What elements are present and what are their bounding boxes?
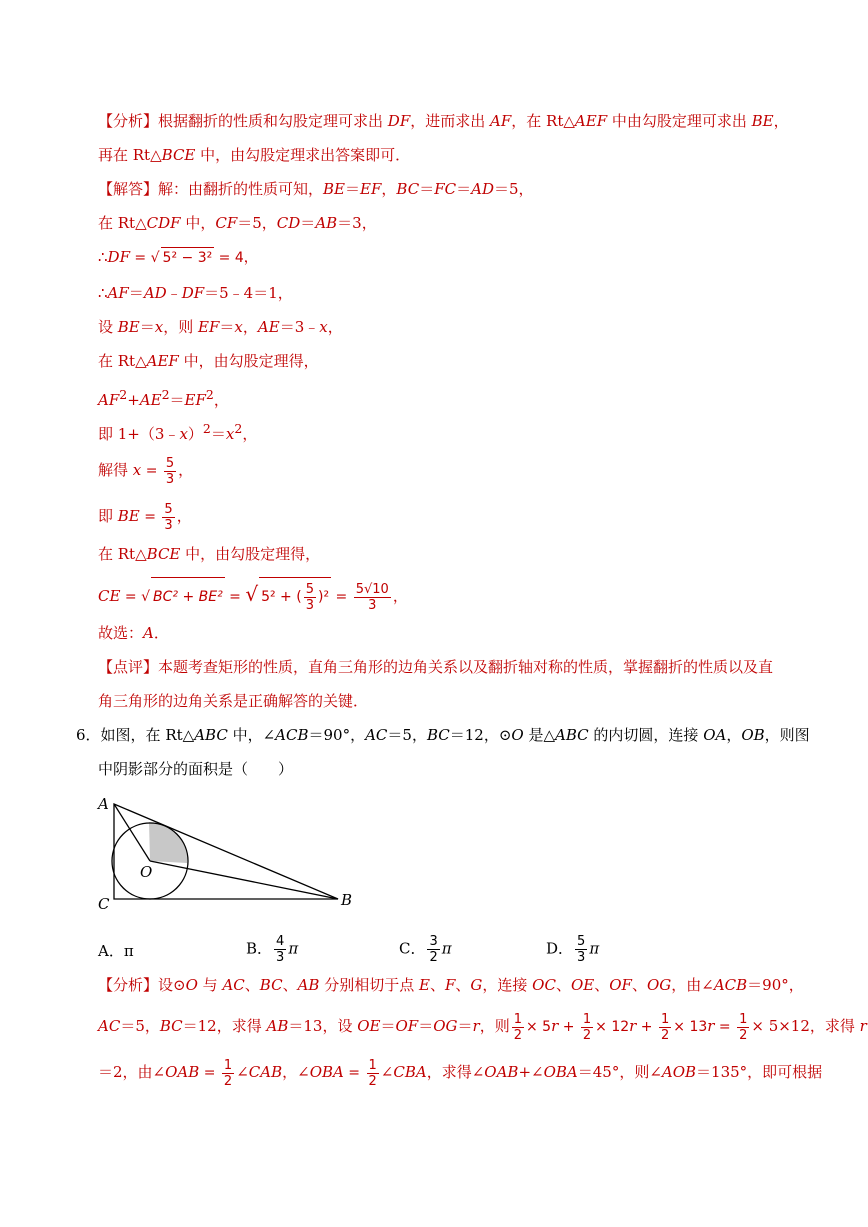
- numerator: 4: [276, 934, 285, 949]
- var: AE: [257, 318, 280, 336]
- text: 角三角形的边角关系是正确解答的关键．: [98, 692, 369, 710]
- var: DF: [107, 248, 130, 266]
- var: ABC: [555, 726, 589, 744]
- label-c: C: [98, 895, 110, 913]
- var: OB: [741, 726, 765, 744]
- text: ，: [178, 461, 194, 479]
- text: 解得: [98, 461, 133, 479]
- text: 中，由勾股定理求出答案即可．: [195, 146, 411, 164]
- var: AB: [297, 976, 320, 994]
- var: AC: [222, 976, 245, 994]
- solution-line-7: [98, 385, 229, 410]
- text: 分别相切于点: [319, 976, 419, 994]
- choice-d[interactable]: [546, 934, 599, 965]
- exponent: 2: [234, 421, 243, 436]
- text: =: [139, 509, 161, 525]
- text: 5² + (: [261, 589, 302, 605]
- text: ＝: [219, 318, 235, 336]
- text: ﹣: [166, 284, 182, 302]
- text: ＝13，设: [288, 1017, 358, 1035]
- var: x: [234, 318, 243, 336]
- var: CE: [98, 587, 121, 605]
- text: × 12: [595, 1019, 630, 1035]
- fraction: [512, 1012, 524, 1043]
- var: OC: [532, 976, 556, 994]
- denominator: 2: [739, 1027, 748, 1043]
- text: 故选：: [98, 624, 144, 642]
- var: CF: [215, 214, 238, 232]
- text: ，∠: [282, 1063, 310, 1081]
- denominator: 2: [368, 1073, 377, 1089]
- text: ，求得∠: [426, 1063, 485, 1081]
- var: x: [225, 425, 235, 443]
- text: ∴: [98, 284, 108, 302]
- text: =: [343, 1065, 365, 1081]
- text: 解：由翻折的性质可知，: [158, 180, 324, 198]
- fraction: [222, 1058, 234, 1089]
- fraction: [164, 456, 176, 487]
- numerator: 1: [660, 1011, 670, 1027]
- text: ＝: [210, 425, 226, 443]
- var: AF: [490, 112, 512, 130]
- text: 、: [555, 976, 571, 994]
- numerator: 1: [739, 1011, 748, 1027]
- text: ＝45°，则∠: [577, 1063, 662, 1081]
- var: x: [154, 318, 164, 336]
- text: ＝: [457, 1017, 473, 1035]
- choice-letter: C．: [399, 939, 426, 958]
- text: 本题考查矩形的性质，直角三角形的边角关系以及翻折轴对称的性质，掌握翻折的性质以及直: [158, 658, 774, 676]
- var: O: [185, 976, 198, 994]
- text: ＝135°，即可根据: [696, 1063, 823, 1081]
- text: =: [120, 589, 142, 605]
- text: ＝: [456, 180, 472, 198]
- fraction: [427, 934, 439, 965]
- solution-line-1: [98, 179, 534, 199]
- sqrt-symbol: √: [141, 589, 150, 605]
- choice-b[interactable]: [246, 934, 298, 965]
- var: AEF: [574, 112, 608, 130]
- text: =: [141, 463, 162, 479]
- text: 中，由勾股定理得，: [180, 545, 321, 563]
- text: 、: [244, 976, 260, 994]
- text: ＝: [345, 180, 361, 198]
- var: r: [629, 1017, 637, 1035]
- var: EF: [198, 318, 220, 336]
- var: E: [418, 976, 430, 994]
- text: +∠: [518, 1063, 544, 1081]
- var: CD: [276, 214, 301, 232]
- solution-line-9: [98, 453, 193, 488]
- choice-text: π: [441, 939, 452, 958]
- solution-line-11: [98, 544, 320, 564]
- text: × 5×12，求得: [751, 1017, 860, 1035]
- choice-letter: B．: [246, 939, 273, 958]
- text: × 13: [673, 1019, 708, 1035]
- text: )²: [317, 589, 330, 605]
- var: CDF: [146, 214, 181, 232]
- text: 、: [455, 976, 471, 994]
- var: BE: [323, 180, 346, 198]
- text: 在 Rt△: [98, 545, 147, 563]
- var: BCE: [161, 146, 196, 164]
- text: ，则: [163, 318, 199, 336]
- denominator: 3: [577, 950, 586, 965]
- var: AC: [98, 1017, 121, 1035]
- var: OAB: [165, 1063, 200, 1081]
- numerator: 1: [368, 1057, 377, 1073]
- numerator: 5: [577, 934, 586, 949]
- text: 中，: [180, 214, 216, 232]
- var: x: [319, 318, 328, 336]
- text: ，: [176, 507, 192, 525]
- var: OG: [646, 976, 672, 994]
- var: DF: [181, 284, 205, 302]
- text: ＝12，⊙: [449, 726, 512, 744]
- var: r: [472, 1017, 480, 1035]
- solution-line-6: [98, 351, 319, 371]
- label-o: O: [140, 863, 153, 881]
- fraction: [737, 1012, 749, 1043]
- exponent: 2: [161, 387, 170, 402]
- var: BE: [117, 318, 140, 336]
- text: ，则: [479, 1017, 510, 1035]
- analysis2-line-3: [98, 1056, 822, 1089]
- choice-text: π: [589, 939, 600, 958]
- var: AD: [143, 284, 167, 302]
- analysis-tag: 【分析】: [98, 112, 159, 130]
- comment-tag: 【点评】: [98, 658, 159, 676]
- var: OE: [570, 976, 595, 994]
- label-a: A: [98, 795, 109, 813]
- var: OE: [357, 1017, 381, 1035]
- choice-text: π: [288, 939, 299, 958]
- text: 即 1+（3﹣: [98, 425, 180, 443]
- text: 中，∠: [227, 726, 276, 744]
- fraction: [162, 502, 174, 533]
- var: CAB: [248, 1063, 283, 1081]
- var: FC: [434, 180, 457, 198]
- var: CBA: [393, 1063, 427, 1081]
- comment-line-1: [98, 657, 773, 677]
- var: EF: [360, 180, 382, 198]
- analysis-line-1: [98, 111, 789, 131]
- fraction: [659, 1012, 671, 1043]
- numerator: 1: [582, 1011, 592, 1027]
- fraction: [274, 934, 286, 965]
- text: ，: [773, 112, 789, 130]
- solution-line-3: [98, 247, 258, 268]
- sqrt-symbol: √: [150, 250, 160, 266]
- fraction: [581, 1012, 593, 1043]
- text: ，: [381, 180, 397, 198]
- text: ＝3﹣: [279, 318, 320, 336]
- text: ，: [327, 318, 343, 336]
- text: ，连接: [482, 976, 533, 994]
- var: BE: [751, 112, 774, 130]
- incircle-figure: [95, 795, 365, 915]
- text: ＝: [139, 318, 155, 336]
- var: r: [707, 1017, 715, 1035]
- exponent: 2: [202, 421, 211, 436]
- text: ，进而求出: [410, 112, 491, 130]
- var: AB: [266, 1017, 289, 1035]
- text: ＝: [419, 180, 435, 198]
- var: OBA: [309, 1063, 344, 1081]
- text: = 4，: [214, 250, 258, 266]
- label-b: B: [341, 891, 353, 909]
- choice-letter: D．: [546, 939, 574, 958]
- var: OF: [395, 1017, 419, 1035]
- var: OBA: [543, 1063, 578, 1081]
- var: AEF: [146, 352, 179, 370]
- text: ＝: [128, 284, 144, 302]
- text: =: [714, 1019, 736, 1035]
- text: 与: [197, 976, 223, 994]
- var: O: [511, 726, 524, 744]
- var: OA: [703, 726, 727, 744]
- analysis-line-2: [98, 145, 410, 165]
- solution-tag: 【解答】: [98, 180, 159, 198]
- choice-c[interactable]: [399, 934, 452, 965]
- var: AE: [139, 391, 162, 409]
- text: ＝: [300, 214, 316, 232]
- text: =: [199, 1065, 220, 1081]
- var: BC: [396, 180, 420, 198]
- text: 中由勾股定理可求出: [607, 112, 752, 130]
- text: ）: [187, 425, 203, 443]
- var: OF: [609, 976, 632, 994]
- denominator: 3: [164, 517, 173, 533]
- solution-line-12: [98, 575, 408, 616]
- text: ．: [153, 624, 169, 642]
- solution-line-4: [98, 283, 293, 303]
- denominator: 2: [660, 1027, 670, 1043]
- text: ＝2，由∠: [98, 1063, 166, 1081]
- solution-line-10: [98, 499, 192, 534]
- sqrt-symbol: √: [245, 582, 259, 606]
- var: ACB: [713, 976, 748, 994]
- text: ＝90°，: [308, 726, 366, 744]
- text: ，则图: [764, 726, 810, 744]
- radicand-group: [259, 577, 331, 616]
- radicand: 5² − 3²: [161, 247, 215, 268]
- numerator: 1: [513, 1011, 522, 1027]
- text: ∴: [98, 248, 108, 266]
- text: 是△: [523, 726, 556, 744]
- text: ∠: [380, 1063, 394, 1081]
- denominator: 2: [429, 950, 438, 965]
- text: =: [224, 589, 246, 605]
- text: 中，由勾股定理得，: [178, 352, 319, 370]
- segment-oa: [114, 804, 150, 861]
- denominator: 3: [165, 471, 175, 487]
- text: 设⊙: [158, 976, 186, 994]
- text: 如图，在 Rt△: [100, 726, 195, 744]
- text: ＝: [380, 1017, 396, 1035]
- text: 设: [98, 318, 118, 336]
- var: r: [551, 1017, 559, 1035]
- var: ACB: [275, 726, 309, 744]
- var: DF: [387, 112, 411, 130]
- text: ∠: [236, 1063, 249, 1081]
- var: BE: [117, 507, 140, 525]
- text: 、: [594, 976, 610, 994]
- choice-text: π: [123, 942, 134, 960]
- solution-line-5: [98, 317, 343, 337]
- var: OAB: [484, 1063, 519, 1081]
- exponent: 2: [205, 387, 214, 402]
- text: =: [331, 589, 352, 605]
- denominator: 3: [368, 597, 377, 613]
- exponent: 2: [119, 387, 128, 402]
- text: ，: [242, 425, 258, 443]
- denominator: 2: [223, 1073, 233, 1089]
- var: ABC: [194, 726, 228, 744]
- var: AC: [365, 726, 388, 744]
- analysis-tag: 【分析】: [98, 976, 159, 994]
- text: +: [558, 1019, 579, 1035]
- solution-line-8: [98, 419, 257, 444]
- text: +: [636, 1019, 657, 1035]
- question-number: 6．: [76, 726, 101, 744]
- text: ＝5﹣4＝1，: [204, 284, 293, 302]
- question-6-line-2: [98, 759, 293, 779]
- fraction: [304, 582, 316, 613]
- text: 即: [98, 507, 118, 525]
- text: ，由∠: [671, 976, 714, 994]
- text: ＝90°，: [747, 976, 804, 994]
- var: BC: [159, 1017, 183, 1035]
- text: ＝12，求得: [182, 1017, 267, 1035]
- fraction: [575, 934, 587, 965]
- fraction: [367, 1058, 379, 1089]
- analysis2-line-2: [98, 1010, 867, 1043]
- var: AB: [315, 214, 338, 232]
- numerator: 5: [305, 581, 314, 597]
- segment-ob: [150, 861, 338, 899]
- var: AF: [107, 284, 129, 302]
- numerator: 3: [429, 934, 438, 949]
- denominator: 3: [305, 597, 314, 613]
- var: G: [470, 976, 483, 994]
- text: 根据翻折的性质和勾股定理可求出: [158, 112, 388, 130]
- text: 在 Rt△: [98, 214, 147, 232]
- text: ＝: [418, 1017, 434, 1035]
- text: 再在 Rt△: [98, 146, 162, 164]
- numerator: 1: [223, 1057, 233, 1073]
- text: ，: [392, 587, 408, 605]
- text: ＝: [169, 391, 185, 409]
- text: × 5: [525, 1019, 552, 1035]
- var: AD: [471, 180, 494, 198]
- text: ＝5，: [493, 180, 534, 198]
- fraction: [354, 582, 391, 613]
- text: ，: [726, 726, 742, 744]
- denominator: 2: [582, 1027, 592, 1043]
- numerator: 5√10: [355, 581, 389, 597]
- triangle-abc: [114, 804, 338, 899]
- denominator: 3: [276, 950, 285, 965]
- text: 、: [429, 976, 445, 994]
- text: ，: [242, 318, 258, 336]
- solution-line-13: [98, 623, 169, 643]
- choice-a[interactable]: [98, 940, 134, 961]
- comment-line-2: [98, 691, 368, 711]
- text: ，: [213, 391, 229, 409]
- text: ＝5，: [387, 726, 427, 744]
- choice-letter: A．: [98, 942, 124, 960]
- var: BC: [259, 976, 283, 994]
- var: AOB: [661, 1063, 697, 1081]
- var: F: [444, 976, 456, 994]
- text: ，在 Rt△: [511, 112, 575, 130]
- var: OG: [433, 1017, 458, 1035]
- var: EF: [184, 391, 206, 409]
- var: BC: [426, 726, 450, 744]
- text: ＝5，: [237, 214, 277, 232]
- text: ＝3，: [337, 214, 377, 232]
- var: A: [143, 624, 154, 642]
- radicand: BC² + BE²: [151, 577, 225, 616]
- question-6-line-1: [76, 725, 810, 745]
- text: 的内切圆，连接: [588, 726, 704, 744]
- var: x: [132, 461, 142, 479]
- numerator: 5: [165, 455, 175, 471]
- text: ＝5，: [120, 1017, 160, 1035]
- text: 、: [282, 976, 298, 994]
- var: BCE: [146, 545, 181, 563]
- numerator: 5: [164, 501, 173, 517]
- denominator: 2: [513, 1027, 522, 1043]
- solution-line-2: [98, 213, 377, 233]
- text: 中阴影部分的面积是（ ）: [98, 760, 294, 778]
- analysis2-line-1: [98, 975, 804, 995]
- var: r: [859, 1017, 867, 1035]
- text: 在 Rt△: [98, 352, 147, 370]
- var: AF: [98, 391, 120, 409]
- text: =: [129, 250, 151, 266]
- text: +: [127, 391, 140, 409]
- text: 、: [631, 976, 647, 994]
- var: x: [179, 425, 188, 443]
